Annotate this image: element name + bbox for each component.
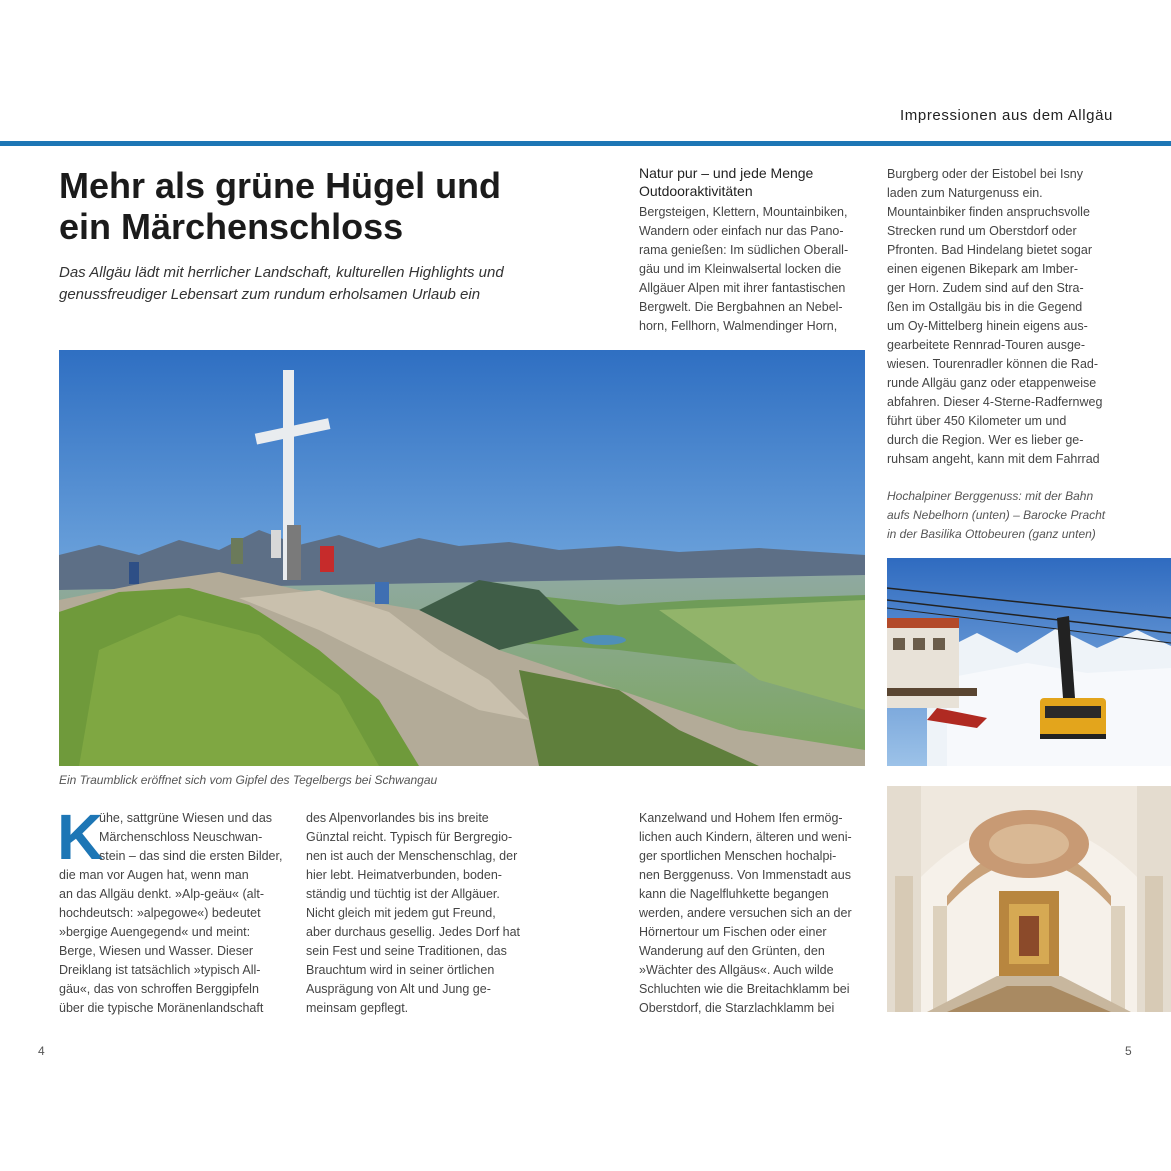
text-line: hochdeutsch: »alpegowe«) bedeutet [59,906,261,920]
subtitle-line: genussfreudiger Lebensart zum rundum erholsamen Urlaub ein [59,286,481,303]
text-line: Oberstdorf, die Starzlachklamm bei [639,1001,835,1015]
text-line: ger sportlichen Menschen hochalpi- [639,849,837,863]
caption-line: in der Basilika Ottobeuren (ganz unten) [887,527,1096,541]
body-column-1 [59,866,285,1018]
page-number-left: 4 [38,1044,45,1058]
text-line: Kanzelwand und Hohem Ifen ermög- [639,811,843,825]
text-line: meinsam gepflegt. [306,1001,409,1015]
text-line: wiesen. Tourenradler können die Rad- [887,357,1099,371]
text-line: Burgberg oder der Eistobel bei Isny [887,167,1083,181]
text-line: Mountainbiker finden anspruchsvolle [887,205,1090,219]
text-line: an das Allgäu denkt. »Alp-geäu« (alt- [59,887,264,901]
text-line: des Alpenvorlandes bis ins breite [306,811,489,825]
caption-line: aufs Nebelhorn (unten) – Barocke Pracht [887,508,1106,522]
caption-line: Hochalpiner Berggenuss: mit der Bahn [887,489,1094,503]
section-subheading [639,164,813,200]
body-column-2 [306,809,532,1018]
section-header: Impressionen aus dem Allgäu [900,107,1113,124]
text-line: gäu«, das von schroffen Berggipfeln [59,982,259,996]
text-line: Wandern oder einfach nur das Pano- [639,224,844,238]
text-line: gäu und im Kleinwalsertal locken die [639,262,842,276]
text-line: abfahren. Dieser 4-Sterne-Radfernweg [887,395,1103,409]
text-line: »Wächter des Allgäus«. Auch wilde [639,963,834,977]
text-line: Nicht gleich mit jedem gut Freund, [306,906,496,920]
text-line: Allgäuer Alpen mit ihrer fantastischen [639,281,846,295]
text-line: hier lebt. Heimatverbunden, boden- [306,868,502,882]
text-line: Brauchtum wird in seiner örtlichen [306,963,495,977]
text-line: horn, Fellhorn, Walmendinger Horn, [639,319,838,333]
text-line: Ausprägung von Alt und Jung ge- [306,982,491,996]
text-line: ßen im Ostallgäu bis in die Gegend [887,300,1083,314]
text-line: nen Berggenuss. Von Immenstadt aus [639,868,851,882]
main-photo-caption: Ein Traumblick eröffnet sich vom Gipfel des Tegelbergs bei Schwangau [59,773,438,787]
text-line: Günztal reicht. Typisch für Bergregio- [306,830,513,844]
text-line: aber durchaus gesellig. Jedes Dorf hat [306,925,521,939]
text-line: Hörnertour um Fischen oder einer [639,925,827,939]
text-column-top-2 [887,165,1113,469]
subheading-line: Natur pur – und jede Menge [639,165,814,181]
text-line: ger Horn. Zudem sind auf den Stra- [887,281,1084,295]
text-line: die man vor Augen hat, wenn man [59,868,249,882]
text-line: »bergige Auengegend« und meint: [59,925,251,939]
text-line: nen ist auch der Menschenschlag, der [306,849,518,863]
text-column-top-1 [639,203,865,336]
side-photo-basilica [887,786,1171,1012]
text-line: Märchenschloss Neuschwan- [99,830,263,844]
headline-line: Mehr als grüne Hügel und [59,165,502,206]
text-line: ühe, sattgrüne Wiesen und das [99,811,273,825]
headline-line: ein Märchenschloss [59,206,404,247]
header-rule [0,141,1171,146]
text-line: kann die Nagelfluhkette begangen [639,887,829,901]
text-line: laden zum Naturgenuss ein. [887,186,1043,200]
text-line: einen eigenen Bikepark am Imber- [887,262,1079,276]
text-line: Strecken rund um Oberstdorf oder [887,224,1077,238]
text-line: Pfronten. Bad Hindelang bietet sogar [887,243,1092,257]
subtitle-line: Das Allgäu lädt mit herrlicher Landschaft, kulturellen Highlights und [59,264,504,281]
text-line: um Oy-Mittelberg hinein eigens aus- [887,319,1088,333]
side-photo-cable-car [887,558,1171,766]
side-photo-caption [887,487,1113,544]
text-line: Wanderung auf den Grünten, den [639,944,825,958]
text-line: rama genießen: Im südlichen Oberall- [639,243,849,257]
page-number-right: 5 [1125,1044,1132,1058]
article-headline [59,165,599,247]
text-line: lichen auch Kindern, älteren und weni- [639,830,852,844]
text-line: gearbeitete Rennrad-Touren ausge- [887,338,1086,352]
text-line: über die typische Moränenlandschaft [59,1001,264,1015]
text-line: sein Fest und seine Traditionen, das [306,944,507,958]
text-line: runde Allgäu ganz oder etappenweise [887,376,1097,390]
text-line: Berge, Wiesen und Wasser. Dieser [59,944,254,958]
drop-cap: K [57,801,104,873]
text-line: Schluchten wie die Breitachklamm bei [639,982,850,996]
text-line: ruhsam angeht, kann mit dem Fahrrad [887,452,1100,466]
text-line: Dreiklang ist tatsächlich »typisch All- [59,963,261,977]
text-line: Bergsteigen, Klettern, Mountainbiken, [639,205,848,219]
text-line: ständig und tüchtig ist der Allgäuer. [306,887,500,901]
body-column-1-indented [99,809,285,866]
article-subtitle [59,262,549,306]
text-line: stein – das sind die ersten Bilder, [99,849,283,863]
main-photo-summit-cross [59,350,865,766]
body-column-3 [639,809,865,1018]
text-line: Bergwelt. Die Bergbahnen an Nebel- [639,300,843,314]
text-line: werden, andere versuchen sich an der [639,906,852,920]
text-line: führt über 450 Kilometer um und [887,414,1067,428]
subheading-line: Outdooraktivitäten [639,183,753,199]
text-line: durch die Region. Wer es lieber ge- [887,433,1084,447]
